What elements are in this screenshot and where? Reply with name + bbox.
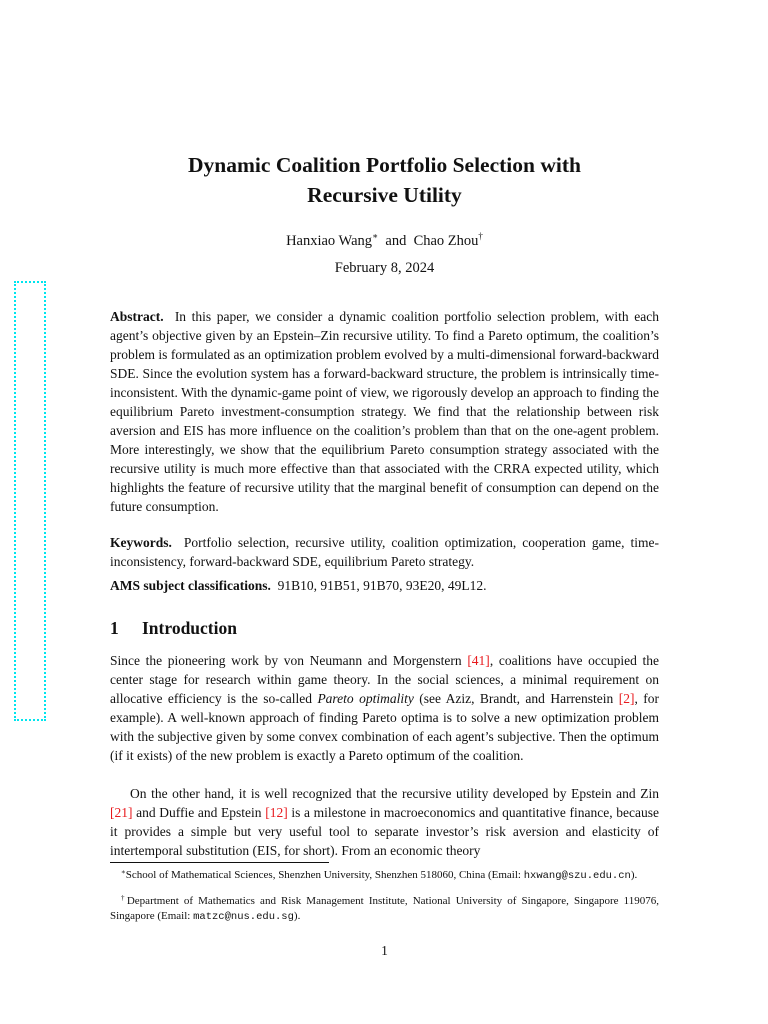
title-line-2: Recursive Utility [307, 183, 462, 207]
ams-label: AMS subject classifications. [110, 578, 271, 593]
intro-p2-text-3: is a milestone in macroeconomics and quantitative finance, because it provides a simple but very useful tool to separate investor’s risk aversion and elasticity of intertemporal substitution (EIS, for short). From an economic theory [110, 805, 659, 858]
author-2-footnote-mark[interactable]: † [478, 231, 483, 241]
selection-overlay-box [14, 281, 46, 721]
citation-link[interactable]: [21] [110, 805, 133, 820]
footnote-2 [110, 891, 659, 925]
footnote-1-email[interactable]: hxwang@szu.edu.cn [523, 870, 631, 882]
footnote-1-mark: ∗ [121, 868, 126, 876]
author-list [110, 226, 659, 251]
keywords-label: Keywords. [110, 535, 172, 550]
footnote-2-email[interactable]: matzc@nus.edu.sg [193, 911, 294, 923]
author-1-footnote-mark[interactable]: ∗ [372, 231, 379, 241]
abstract-text: In this paper, we consider a dynamic coalition portfolio selection problem, with each agent’s objective given by an Epstein–Zin recursive utility. To find a Pareto optimum, the coalition’s problem is formulated as an optimization problem evolved by a multi-dimensional forward-backward SDE. Since the evolution system has a forward-backward structure, the problem is intrinsically time-inconsistent. With the dynamic-game point of view, we rigorously develop an approach to finding the equilibrium Pareto investment-consumption strategy. We find that the relationship between risk aversion and EIS has more influence on the coalition’s problem than that on the one-agent problem. More interestingly, we show that the equilibrium Pareto consumption strategy associated with the recursive utility is much more effective than that associated with the CRRA expected utility, which highlights the feature of recursive utility that the marginal benefit of consumption can depend on the future consumption. [110, 309, 659, 514]
title-line-1: Dynamic Coalition Portfolio Selection with [188, 153, 581, 177]
intro-paragraph-1 [110, 651, 659, 765]
abstract-label: Abstract. [110, 309, 164, 324]
intro-paragraph-2 [110, 784, 659, 860]
footnote-1-end: ). [630, 869, 638, 881]
intro-p1-text-3: (see Aziz, Brandt, and Harrenstein [413, 691, 619, 706]
footnote-2-end: ). [293, 910, 301, 922]
intro-p2-text-1: On the other hand, it is well recognized that the recursive utility developed by Epstein and Zin [130, 786, 659, 801]
section-heading-introduction [110, 616, 659, 640]
footnote-2-mark: † [121, 894, 127, 902]
ams-classifications [110, 576, 659, 595]
footnote-divider [110, 862, 329, 863]
citation-link[interactable]: [2] [618, 691, 635, 706]
author-1: Hanxiao Wang [286, 233, 373, 249]
intro-p1-text-2: , coalitions have occupied the center stage for research within game theory. In the social sciences, a minimal requirement on allocative efficiency is the so-called [110, 653, 659, 706]
author-2: Chao Zhou [413, 233, 479, 249]
intro-p1-emphasis: Pareto optimality [317, 691, 414, 706]
footnote-2-text: Department of Mathematics and Risk Management Institute, National University of Singapore, Singapore 119076, Singapore (Email: [110, 895, 659, 922]
paper-title [110, 150, 659, 210]
intro-p1-text-1: Since the pioneering work by von Neumann and Morgenstern [110, 653, 468, 668]
citation-link[interactable]: [41] [467, 653, 490, 668]
author-conjunction: and [385, 233, 407, 249]
abstract [110, 307, 659, 516]
section-title: Introduction [142, 618, 237, 638]
ams-text: 91B10, 91B51, 91B70, 93E20, 49L12. [277, 578, 487, 593]
intro-p2-text-2: and Duffie and Epstein [132, 805, 266, 820]
footnote-1 [110, 865, 659, 884]
keywords [110, 533, 659, 571]
page-number: 1 [381, 943, 388, 958]
keywords-text: Portfolio selection, recursive utility, coalition optimization, cooperation game, time-inconsistency, forward-backward SDE, equilibrium Pareto strategy. [110, 535, 660, 569]
citation-link[interactable]: [12] [265, 805, 288, 820]
paper-date: February 8, 2024 [334, 260, 435, 276]
intro-p1-text-4: , for example). A well-known approach of finding Pareto optima is to solve a new optimization problem with the subjective given by some convex combination of each agent’s subjective. Then the optimum (if it exists) of the new problem is exactly a Pareto optimum of the coalition. [110, 691, 659, 763]
section-number: 1 [110, 618, 119, 638]
footnote-1-text: School of Mathematical Sciences, Shenzhen University, Shenzhen 518060, China (Email: [125, 869, 524, 881]
